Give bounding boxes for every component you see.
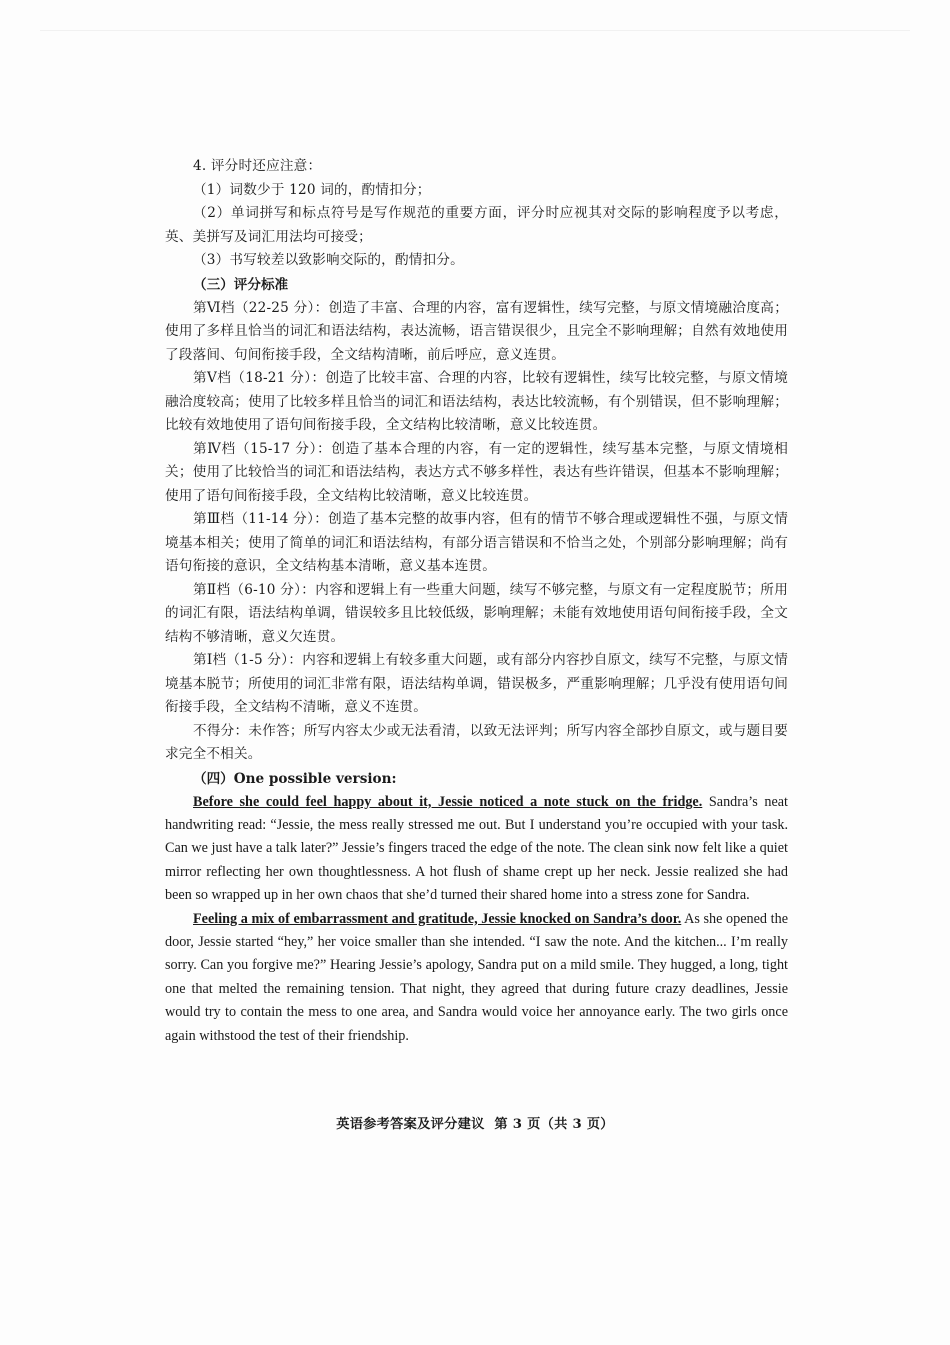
note-item-3: （3）书写较差以致影响交际的，酌情扣分。 (193, 252, 464, 268)
page-footer (0, 1113, 950, 1132)
note-item-1: （1）词数少于 120 词的，酌情扣分； (193, 181, 431, 198)
criteria-heading: （三）评分标准 (193, 276, 289, 293)
version-paragraph-1 (165, 791, 788, 908)
criteria-level-5: 第Ⅴ档（18-21 分）：创造了比较丰富、合理的内容，比较有逻辑性，续写比较完整，与原文情境融洽度较高；使用了比较多样且恰当的词汇和语法结构，表达比较流畅，有个别错误，但不影响理解；比较有效地使用了语句间衔接手段，全文结构比较清晰，意义比较连贯。 (165, 370, 788, 433)
scan-edge (40, 30, 910, 31)
criteria-level-1: 第Ⅰ档（1-5 分）：内容和逻辑上有较多重大问题，或有部分内容抄自原文，续写不完整，与原文情境基本脱节；所使用的词汇非常有限，语法结构单调，错误极多，严重影响理解；几乎没有使用语句间衔接手段，全文结构不清晰，意义不连贯。 (165, 652, 788, 715)
page-content (165, 155, 788, 1048)
criteria-level-2: 第Ⅱ档（6-10 分）：内容和逻辑上有一些重大问题，续写不够完整，与原文有一定程度脱节；所用的词汇有限，语法结构单调，错误较多且比较低级，影响理解；未能有效地使用语句间衔接手段，全文结构不够清晰，意义欠连贯。 (165, 581, 788, 645)
criteria-level-6: 第Ⅵ档（22-25 分）：创造了丰富、合理的内容，富有逻辑性，续写完整，与原文情境融洽度高；使用了多样且恰当的词汇和语法结构，表达流畅，语言错误很少，且完全不影响理解；自然有效地使用了段落间、句间衔接手段，全文结构清晰，前后呼应，意义连贯。 (165, 299, 788, 363)
paragraph-1-lead-sentence: Before she could feel happy about it, Jessie noticed a note stuck on the fridge. (193, 793, 703, 810)
notes-heading: 4. 评分时还应注意： (193, 158, 322, 174)
version-heading: （四）One possible version: (193, 770, 397, 787)
paragraph-2-body: As she opened the door, Jessie started “hey,” her voice smaller than she intended. “I saw the note. And the kitchen... I’m really sorry. Can you forgive me?” Hearing Jessie’s apology, Sandra put on a mild smile. They hugged, a long, tight one that melted the remaining tension. That night, they agreed that during future crazy deadlines, Jessie would try to contain the mess to one area, and Sandra would voice her annoyance early. The two girls once again withstood the test of their friendship. (165, 910, 788, 1044)
footer-label: 英语参考答案及评分建议 第 3 页（共 3 页） (336, 1117, 614, 1132)
criteria-level-4: 第Ⅳ档（15-17 分）：创造了基本合理的内容，有一定的逻辑性，续写基本完整，与原文情境相关；使用了比较恰当的词汇和语法结构，表达方式不够多样性，表达有些许错误，但基本不影响理解；使用了语句间衔接手段，全文结构比较清晰，意义比较连贯。 (165, 440, 788, 504)
criteria-level-3: 第Ⅲ档（11-14 分）：创造了基本完整的故事内容，但有的情节不够合理或逻辑性不强，与原文情境基本相关；使用了简单的词汇和语法结构，有部分语言错误和不恰当之处，个别部分影响理解；尚有语句衔接的意识，全文结构基本清晰，意义基本连贯。 (165, 511, 788, 574)
note-item-2: （2）单词拼写和标点符号是写作规范的重要方面，评分时应视其对交际的影响程度予以考虑，英、美拼写及词汇用法均可接受； (165, 205, 788, 245)
criteria-no-score: 不得分：未作答；所写内容太少或无法看清，以致无法评判；所写内容全部抄自原文，或与题目要求完全不相关。 (165, 722, 788, 762)
version-paragraph-2 (165, 908, 788, 1048)
paragraph-1-body: Sandra’s neat handwriting read: “Jessie, the mess really stressed me out. But I understand you’re occupied with your task. Can we just have a talk later?” Jessie’s fingers traced the edge of the note. The clean sink now felt like a quiet mirror reflecting her own thoughtlessness. A hot flush of shame crept up her neck. Jessie realized she had been so wrapped up in her own chaos that she’d turned their shared home into a stress zone for Sandra. (165, 793, 788, 904)
paragraph-2-lead-sentence: Feeling a mix of embarrassment and gratitude, Jessie knocked on Sandra’s door. (193, 910, 682, 927)
